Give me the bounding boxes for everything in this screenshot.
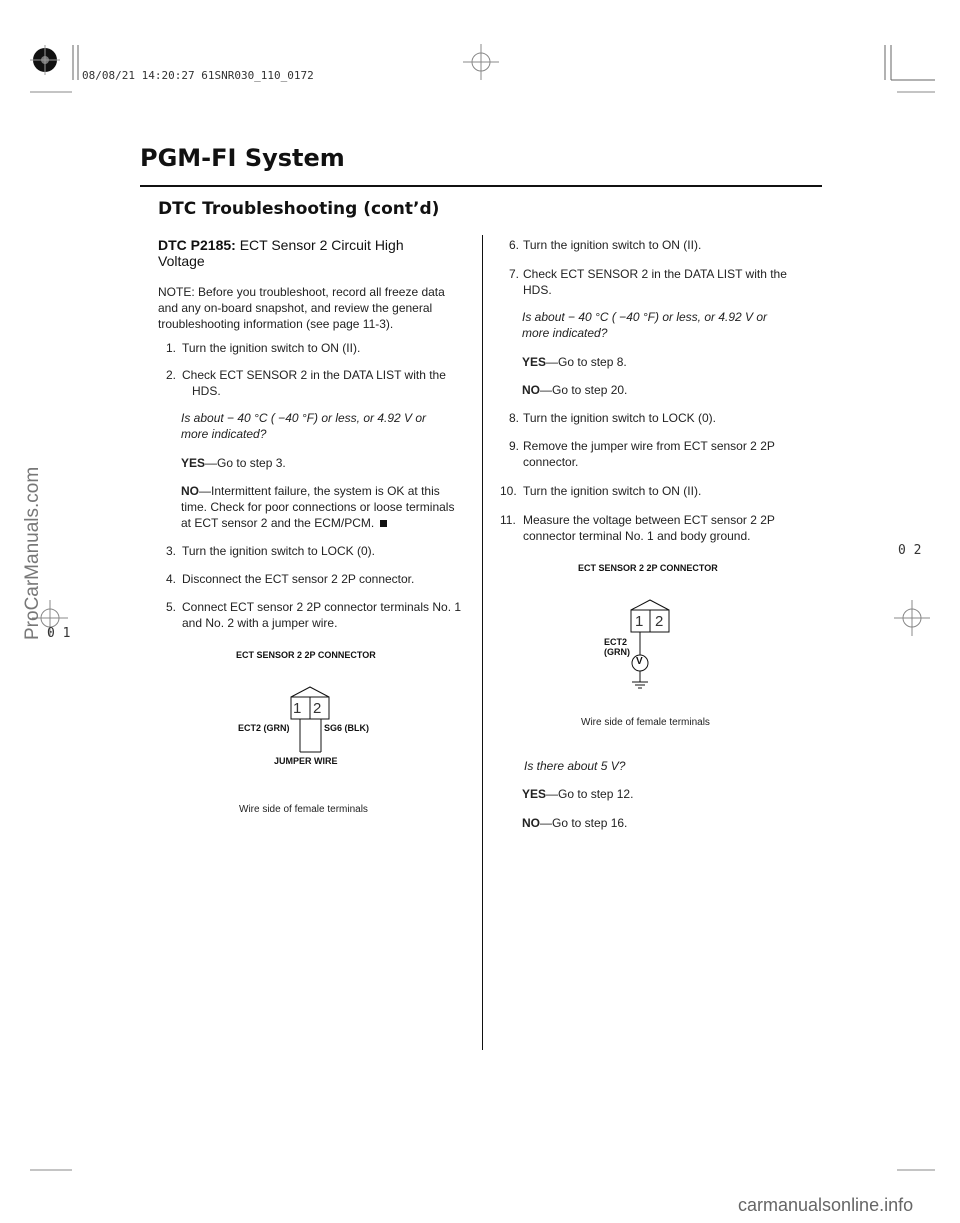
step-text: Connect ECT sensor 2 2P connector terminals No. 1 xyxy=(182,600,462,614)
no-text: Go to step 20. xyxy=(552,383,628,397)
header-rule xyxy=(140,185,822,187)
no-text: Go to step 16. xyxy=(552,816,628,830)
step-text: and No. 2 with a jumper wire. xyxy=(182,616,338,630)
diagram1-title: ECT SENSOR 2 2P CONNECTOR xyxy=(236,650,376,660)
diagram2-pin2: 2 xyxy=(655,613,664,630)
step-text: Turn the ignition switch to LOCK (0). xyxy=(182,544,375,558)
question-3: Is there about 5 V? xyxy=(524,759,626,773)
no-text: time. Check for poor connections or loose terminals xyxy=(181,500,455,514)
step-3 xyxy=(166,543,476,559)
step-text: Check ECT SENSOR 2 in the DATA LIST with the xyxy=(182,368,446,382)
yes-text: Go to step 8. xyxy=(558,355,627,369)
dtc-title-line2: Voltage xyxy=(158,253,205,269)
step-4 xyxy=(166,571,476,587)
print-stamp: 08/08/21 14:20:27 61SNR030_110_0172 xyxy=(82,69,314,82)
diagram2-meter-label: V xyxy=(636,656,643,667)
no-2: NO—Go to step 20. xyxy=(522,383,628,397)
step-text: Turn the ignition switch to ON (II). xyxy=(523,238,702,252)
yes-label: YES xyxy=(522,355,547,369)
diagram1-left-label: ECT2 (GRN) xyxy=(238,723,290,733)
step-text: Disconnect the ECT sensor 2 2P connector. xyxy=(182,572,415,586)
diagram1-pin1: 1 xyxy=(293,700,302,717)
step-9 xyxy=(509,438,819,470)
step-number: 6. xyxy=(509,238,520,252)
question-line: more indicated? xyxy=(522,326,608,340)
wire-label-line: (GRN) xyxy=(604,647,630,657)
step-10 xyxy=(500,483,820,499)
column-divider xyxy=(482,235,483,1050)
yes-3: YES—Go to step 12. xyxy=(522,787,634,801)
no-label: NO xyxy=(181,484,199,498)
step-text: HDS. xyxy=(192,384,221,398)
yes-label: YES xyxy=(181,456,206,470)
step-number: 9. xyxy=(509,439,520,453)
page-subtitle: DTC Troubleshooting (cont’d) xyxy=(158,199,440,219)
no-text: Intermittent failure, the system is OK at this xyxy=(211,484,440,498)
no-label: NO xyxy=(522,816,540,830)
step-text: Turn the ignition switch to ON (II). xyxy=(523,484,702,498)
question-line: Is about − 40 °C ( −40 °F) or less, or 4.92 V or xyxy=(522,310,768,324)
no-3: NO—Go to step 16. xyxy=(522,816,628,830)
diagram1-caption: Wire side of female terminals xyxy=(239,804,368,815)
diagram2-wire-label xyxy=(604,637,630,657)
step-number: 11. xyxy=(500,513,516,527)
step-text: HDS. xyxy=(523,283,552,297)
note-block xyxy=(158,284,478,332)
step-5 xyxy=(166,599,476,631)
question-2 xyxy=(522,309,822,341)
note-line: troubleshooting information (see page 11-3). xyxy=(158,317,394,331)
dtc-title-line1: ECT Sensor 2 Circuit High xyxy=(239,237,404,253)
step-text: Turn the ignition switch to ON (II). xyxy=(182,341,361,355)
diagram2-pin1: 1 xyxy=(635,613,644,630)
diagram2-caption: Wire side of female terminals xyxy=(581,717,710,728)
step-number: 5. xyxy=(166,600,177,614)
step-text: Measure the voltage between ECT sensor 2 2P xyxy=(523,513,775,527)
watermark-bottom: carmanualsonline.info xyxy=(738,1195,914,1215)
end-square-icon xyxy=(380,520,387,527)
no-label: NO xyxy=(522,383,540,397)
step-number: 2. xyxy=(166,368,177,382)
question-line: Is about − 40 °C ( −40 °F) or less, or 4.92 V or xyxy=(181,411,427,425)
step-number: 3. xyxy=(166,544,177,558)
wire-label-line: ECT2 xyxy=(604,637,628,647)
question-line: more indicated? xyxy=(181,427,267,441)
yes-1: YES—Go to step 3. xyxy=(181,456,286,470)
margin-mark-left: 0 1 xyxy=(47,626,71,641)
step-8 xyxy=(509,410,819,426)
step-number: 10. xyxy=(500,484,517,498)
step-1 xyxy=(166,340,476,356)
step-number: 4. xyxy=(166,572,177,586)
step-7 xyxy=(509,266,819,298)
section-title: PGM-FI System xyxy=(140,144,345,172)
step-2 xyxy=(166,367,476,399)
no-text: at ECT sensor 2 and the ECM/PCM. xyxy=(181,516,375,530)
step-6 xyxy=(509,237,819,253)
diagram1-right-label: SG6 (BLK) xyxy=(324,723,369,733)
watermark-left: ProCarManuals.com xyxy=(22,466,43,640)
step-number: 8. xyxy=(509,411,520,425)
yes-label: YES xyxy=(522,787,547,801)
yes-text: Go to step 3. xyxy=(217,456,286,470)
question-1 xyxy=(181,410,481,442)
note-line: and any on-board snapshot, and review the general xyxy=(158,301,433,315)
diagram1-pin2: 2 xyxy=(313,700,322,717)
step-number: 7. xyxy=(509,267,520,281)
step-text: Turn the ignition switch to LOCK (0). xyxy=(523,411,716,425)
step-11 xyxy=(500,512,820,544)
diagram2-title: ECT SENSOR 2 2P CONNECTOR xyxy=(578,563,718,573)
note-line: NOTE: Before you troubleshoot, record all freeze data xyxy=(158,285,445,299)
dtc-code: DTC P2185: xyxy=(158,237,236,253)
step-text: Remove the jumper wire from ECT sensor 2 2P xyxy=(523,439,775,453)
margin-mark-right: 0 2 xyxy=(898,543,922,558)
dtc-heading xyxy=(158,237,478,269)
no-1: NO—Intermittent failure, the system is OK at this time. Check for poor connections or loose terminals at ECT sensor 2 and the ECM/PCM. xyxy=(181,483,471,531)
step-text: connector terminal No. 1 and body ground. xyxy=(523,529,751,543)
step-text: connector. xyxy=(523,455,579,469)
yes-text: Go to step 12. xyxy=(558,787,634,801)
step-text: Check ECT SENSOR 2 in the DATA LIST with the xyxy=(523,267,787,281)
yes-2: YES—Go to step 8. xyxy=(522,355,627,369)
diagram1-bottom-label: JUMPER WIRE xyxy=(274,756,338,766)
step-number: 1. xyxy=(166,341,177,355)
